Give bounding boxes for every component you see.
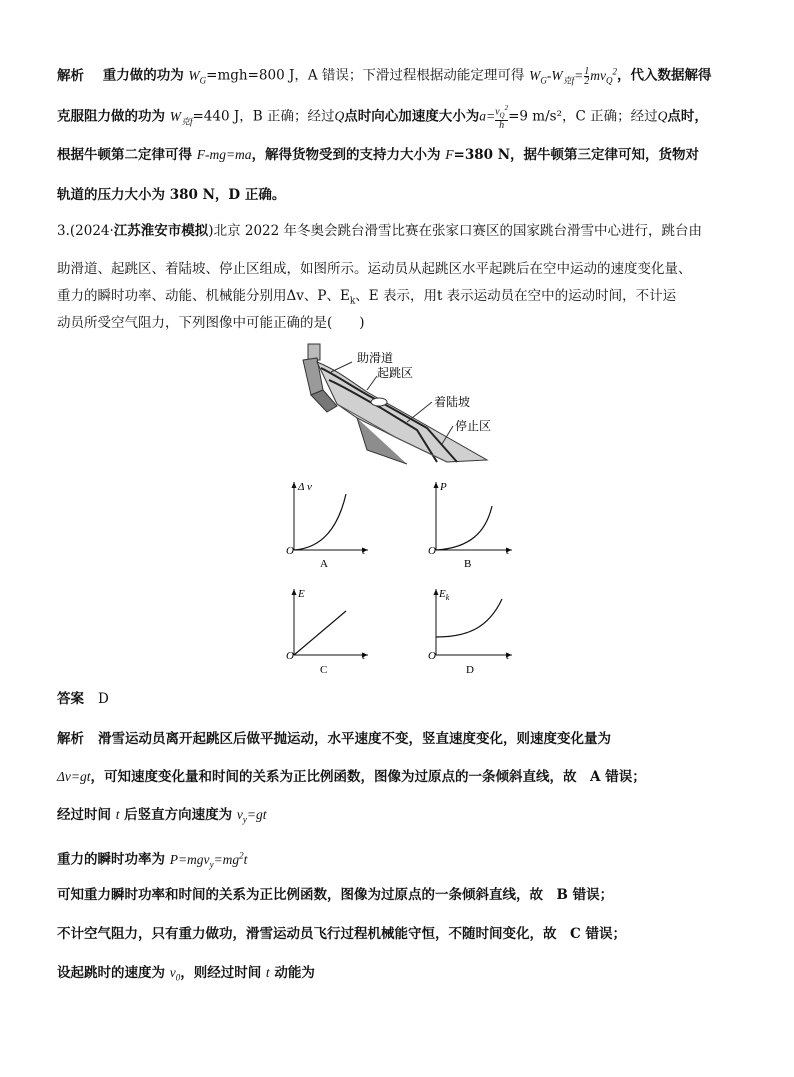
answer-label: 答案: [57, 691, 84, 707]
symbol: =gt: [246, 807, 267, 822]
answer-value: D: [98, 691, 109, 707]
question-line-1: [57, 222, 702, 240]
text: 、E 表示，用t 表示运动员在空中的运动时间，不计运: [355, 288, 677, 304]
text: 重力的瞬时功率为: [57, 851, 165, 868]
symbol: v: [495, 106, 500, 118]
x-label: t: [362, 545, 366, 557]
symbol: t: [265, 965, 270, 980]
y-label: Δ v: [298, 481, 312, 493]
subscript: G: [199, 75, 207, 86]
curve: [436, 506, 492, 550]
numerator: 1: [584, 65, 590, 77]
x-label: t: [362, 650, 366, 662]
denominator: h: [499, 120, 505, 132]
fraction: [584, 67, 589, 86]
symbol: v: [236, 807, 243, 822]
graph-b: [426, 478, 522, 570]
text: 点时，: [667, 108, 708, 125]
text: =380 N，据牛顿第三定律可知，货物对: [453, 147, 700, 163]
symbol: =: [574, 67, 584, 83]
symbol: =mg: [213, 851, 240, 867]
fraction: [495, 104, 508, 130]
text: 经过时间: [57, 807, 111, 823]
curve: [294, 494, 346, 550]
symbol: Q: [334, 108, 345, 124]
text: )北京 2022 年冬奥会跳台滑雪比赛在张家口赛区的国家跳台滑雪中心进行，跳台由: [208, 223, 703, 239]
text: ，代入数据解得: [617, 67, 712, 84]
origin-label: O: [286, 650, 294, 662]
y-label-sub: k: [445, 593, 450, 602]
text: =9 m/s²，C 正确；经过: [508, 108, 658, 125]
text: ，则经过时间: [180, 965, 262, 981]
subscript: k: [349, 296, 356, 307]
caption: D: [466, 664, 474, 676]
caption: B: [464, 558, 472, 570]
y-axis-arrow: [434, 589, 439, 595]
prev-solution-line-4: 轨道的压力大小为 380 N，D 正确。: [57, 187, 286, 203]
subscript: G: [540, 75, 547, 86]
text: ，解得货物受到的支持力大小为: [251, 147, 441, 163]
text: 根据牛顿第二定律可得: [57, 147, 192, 163]
leader-line-ramp: [331, 362, 352, 372]
subscript: y: [209, 859, 214, 870]
symbol: t: [243, 851, 248, 867]
x-label: t: [506, 545, 510, 557]
subscript: Q: [606, 75, 613, 86]
leader-line-landing: [407, 402, 432, 422]
text: 动能为: [274, 965, 315, 981]
question-number: 3.(2024·: [57, 223, 114, 239]
text: =mgh=800 J，A 错误；下滑过程根据动能定理可得: [206, 67, 525, 84]
answer-line: [57, 690, 109, 708]
question-line-4: 动员所受空气阻力，下列图像中可能正确的是( ): [57, 315, 365, 331]
symbol: t: [115, 807, 120, 822]
symbol: P=mgv: [169, 851, 210, 867]
prev-solution-line-3: [57, 146, 699, 164]
numerator: [495, 104, 508, 121]
y-label: [438, 588, 450, 602]
prev-solution-label: 解析: [57, 67, 84, 84]
text: 重力的瞬时功率、动能、机械能分别用Δv、P、E: [57, 288, 350, 304]
text: 点时向心加速度大小为: [344, 108, 480, 125]
solution-line-2: [57, 768, 646, 786]
tower-top: [308, 344, 320, 360]
symbol: F: [445, 147, 454, 162]
solution-line-7: [57, 964, 315, 987]
solution-line-6: 不计空气阻力，只有重力做功，滑雪运动员飞行过程机械能守恒，不随时间变化，故 C 错误；: [57, 926, 626, 942]
superscript: 2: [504, 104, 509, 112]
label-landing: 着陆坡: [434, 395, 471, 409]
equation: Δv=gt: [57, 769, 91, 784]
y-label-main: E: [439, 588, 446, 600]
text: 克服阻力做的功为: [57, 108, 165, 125]
subscript: Q: [499, 111, 505, 120]
solution-line-1: [57, 730, 611, 748]
solution-line-5: 可知重力瞬时功率和时间的关系为正比例函数，图像为过原点的一条倾斜直线，故 B 错误；: [57, 887, 614, 903]
question-line-3: [57, 287, 676, 311]
origin-label: O: [286, 545, 294, 557]
symbol: Q: [657, 108, 668, 124]
caption: C: [320, 664, 328, 676]
subscript: 克f: [180, 116, 193, 127]
superscript: 2: [612, 66, 618, 76]
caption: A: [320, 558, 328, 570]
line: [294, 611, 346, 655]
x-label: t: [506, 650, 510, 662]
y-axis-arrow: [434, 482, 439, 488]
label-ramp: 助滑道: [357, 351, 394, 365]
graph-c: [282, 585, 378, 677]
solution-line-3: [57, 806, 267, 829]
prev-solution-line-2: [57, 104, 708, 130]
text: 设起跳时的速度为: [57, 965, 165, 981]
text: 重力做的功为: [102, 67, 184, 84]
question-line-2: 助滑道、起跳区、着陆坡、停止区组成，如图所示。运动员从起跳区水平起跳后在空中运动的速度变化量、: [57, 261, 692, 277]
origin-label: O: [428, 650, 436, 662]
text: 滑雪运动员离开起跳区后做平抛运动，水平速度不变，竖直速度变化，则速度变化量为: [98, 731, 611, 747]
symbol: W: [169, 108, 181, 124]
text: ，可知速度变化量和时间的关系为正比例函数，图像为过原点的一条倾斜直线，故 A 错误；: [90, 769, 646, 785]
graph-d: [426, 585, 522, 677]
leader-line-takeoff: [367, 376, 377, 390]
curve: [436, 599, 502, 637]
solution-label: 解析: [57, 731, 84, 747]
subscript: y: [242, 814, 247, 825]
denominator: 2: [584, 75, 590, 87]
text: =440 J，B 正确；经过: [192, 108, 335, 125]
y-label: P: [440, 481, 447, 493]
label-stop: 停止区: [455, 419, 492, 433]
symbol: mv: [590, 67, 607, 83]
y-label: E: [298, 588, 305, 600]
prev-solution-line-1: [57, 62, 712, 89]
equation: F-mg=ma: [196, 147, 252, 162]
y-axis-arrow: [292, 482, 297, 488]
subscript: 克f: [562, 75, 575, 86]
question-source: 江苏淮安市模拟: [113, 223, 209, 239]
takeoff-zone: [371, 398, 387, 406]
superscript: 2: [239, 850, 244, 860]
graph-a: [282, 478, 378, 570]
symbol: -W: [546, 67, 563, 83]
origin-label: O: [428, 545, 436, 557]
label-takeoff: 起跳区: [377, 366, 414, 380]
text: 后竖直方向速度为: [124, 807, 233, 823]
symbol: v: [169, 965, 176, 980]
symbol: W: [529, 67, 541, 83]
symbol: W: [188, 67, 200, 83]
solution-line-4: [57, 846, 247, 873]
y-axis-arrow: [292, 589, 297, 595]
symbol: a=: [479, 108, 496, 124]
ski-jump-figure: [297, 340, 497, 466]
subscript: 0: [175, 972, 181, 983]
